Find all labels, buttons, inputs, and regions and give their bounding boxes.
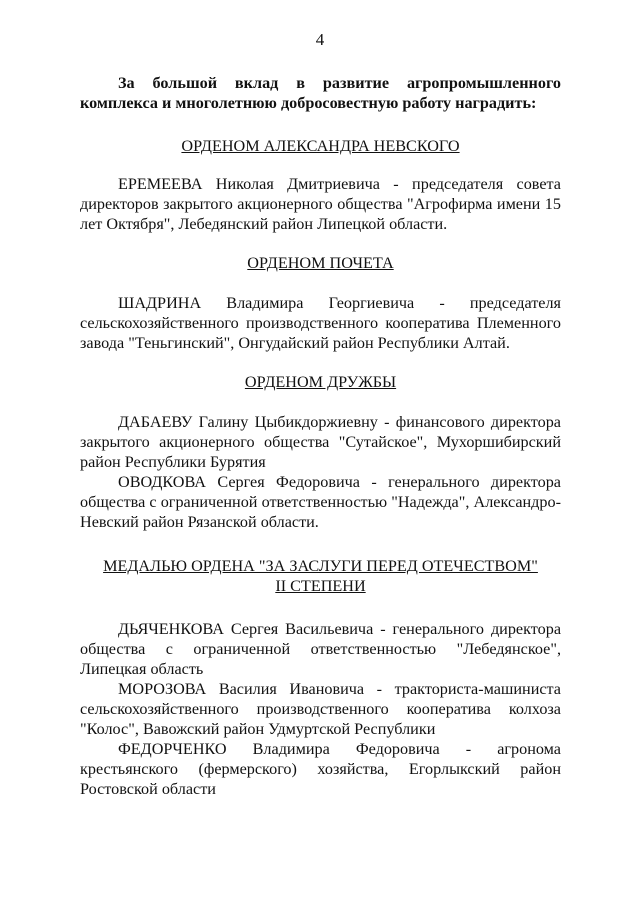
award-title-order-of-friendship: ОРДЕНОМ ДРУЖБЫ xyxy=(244,373,397,391)
recipient-entry: ЕРЕМЕЕВА Николая Дмитриевича - председателя совета директоров закрытого акционерного общества "Агрофирма имени 15 лет Октября", Лебедянский район Липецкой области. xyxy=(80,175,561,233)
award-title-line: МЕДАЛЬЮ ОРДЕНА "ЗА ЗАСЛУГИ ПЕРЕД ОТЕЧЕСТВОМ" xyxy=(103,557,538,575)
recipients-list xyxy=(80,412,561,532)
recipients-list xyxy=(80,293,561,353)
award-title-medal-for-merit xyxy=(80,556,561,596)
recipient-entry: ФЕДОРЧЕНКО Владимира Федоровича - агронома крестьянского (фермерского) хозяйства, Егорлыкский район Ростовской области xyxy=(80,740,561,798)
intro-paragraph: За большой вклад в развитие агропромышленного комплекса и многолетнюю добросовестную работу наградить: xyxy=(80,74,561,112)
recipients-list xyxy=(80,619,561,799)
recipient-entry: ДАБАЕВУ Галину Цыбикдоржиевну - финансового директора закрытого акционерного общества "Сутайское", Мухоршибирский район Республики Бурятия xyxy=(80,413,561,471)
recipient-entry: ДЬЯЧЕНКОВА Сергея Васильевича - генерального директора общества с ограниченной ответственностью "Лебедянское", Липецкая область xyxy=(80,620,561,678)
award-title-order-alexander-nevsky: ОРДЕНОМ АЛЕКСАНДРА НЕВСКОГО xyxy=(181,137,460,155)
recipient-entry: ОВОДКОВА Сергея Федоровича - генерального директора общества с ограниченной ответственностью "Надежда", Александро-Невский район Рязанской области. xyxy=(80,473,561,531)
recipient-entry: МОРОЗОВА Василия Ивановича - тракториста-машиниста сельскохозяйственного производственного кооператива колхоза "Колос", Вавожский район Удмуртской Республики xyxy=(80,680,561,738)
page-number: 4 xyxy=(315,30,325,49)
award-title-order-of-honour: ОРДЕНОМ ПОЧЕТА xyxy=(247,254,394,272)
recipients-list xyxy=(80,174,561,234)
award-title-line: II СТЕПЕНИ xyxy=(275,577,366,595)
recipient-entry: ШАДРИНА Владимира Георгиевича - председателя сельскохозяйственного производственного кооператива Племенного завода "Теньгинский", Онгудайский район Республики Алтай. xyxy=(80,294,561,352)
document-body xyxy=(80,73,561,799)
